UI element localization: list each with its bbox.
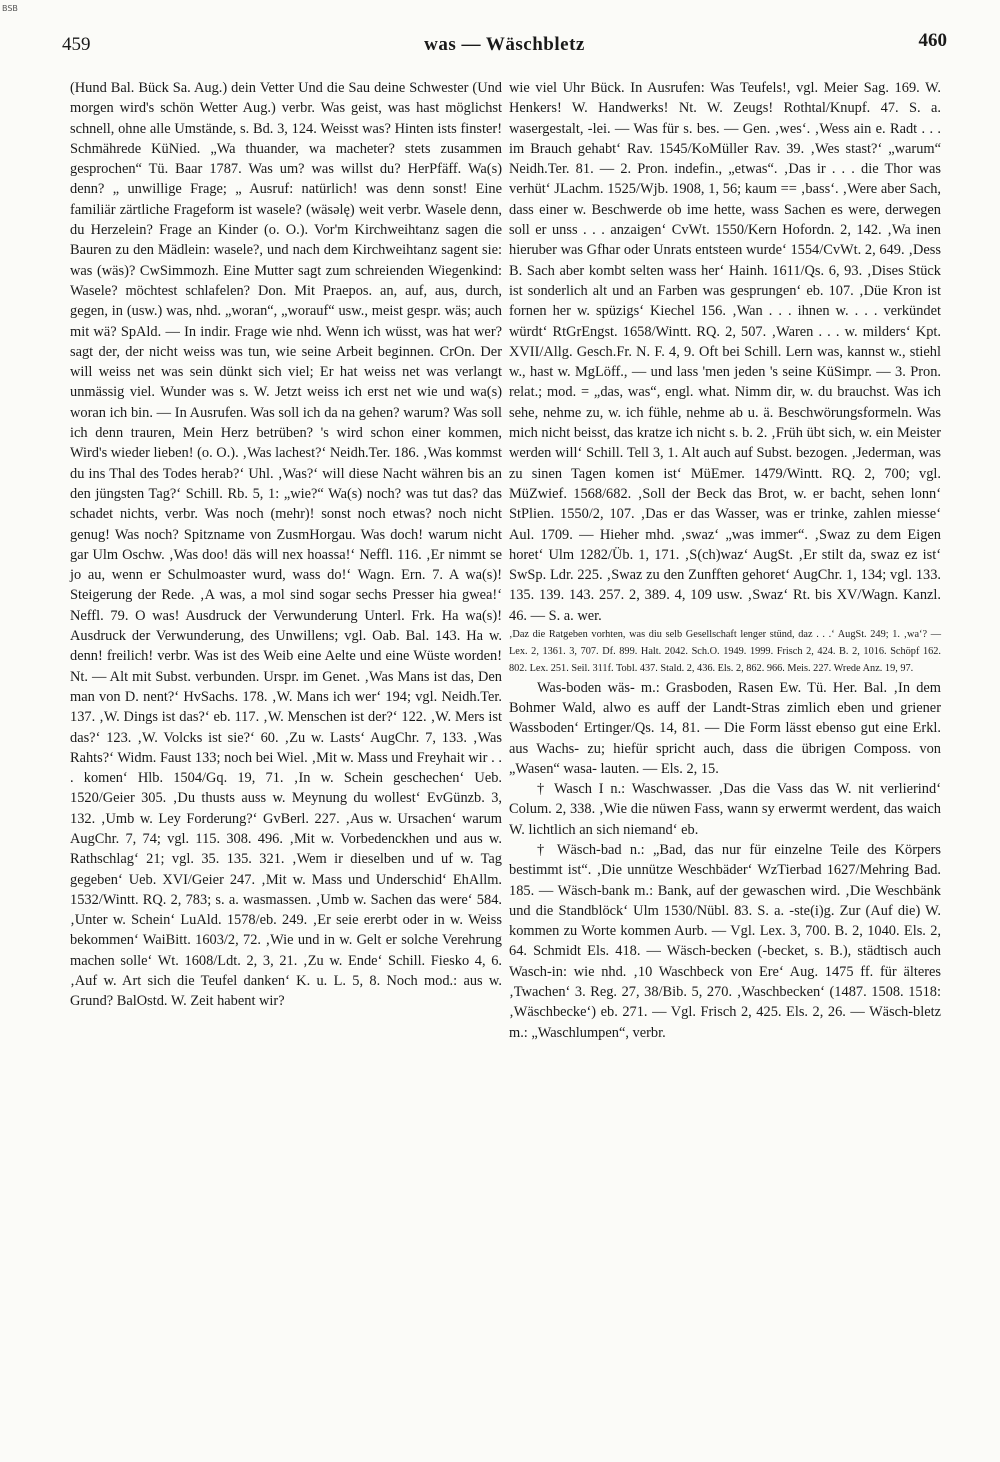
page-number-left: 459 [62, 34, 91, 55]
paragraph: ‚Daz die Ratgeben vorhten, was diu selb Gesellschaft lenger stünd, daz . . .‘ AugSt. 249; 1. ‚wa‘? — Lex. 2, 1361. 3, 707. Df. 899. Halt. 2042. Sch.O. 1949. 1999. Frisch 2, 424. B. 2, 1016. Schöpf 162. 802. Lex. 251. Seil. 311f. Tobl. 437. Stald. 2, 436. Els. 2, 862. 966. Meis. 227. Wrede Anz. 19, 97. [509, 629, 941, 675]
paragraph: wie viel Uhr Bück. In Ausrufen: Was Teufels!, vgl. Meier Sag. 169. W. Henkers! W. Handwerks! Nt. W. Zeugs! Rothtal/Knupf. 47. S. a. wasergestalt, -lei. — Was für s. bes. — Gen. ‚wes‘. ‚Wess ain e. Radt . . . im Brauch gehabt‘ Rav. 1545/KoMüller Rav. 39. ‚Wes stast?‘ „warum“ Neidh.Ter. 81. — 2. Pron. indefin., „etwas“. ‚Das ir . . . die Thor was verhüt‘ JLachm. 1525/Wjb. 1908, 1, 56; kaum == ‚bass‘. ‚Were aber Sach, dass einer w. Beschwerde ob ime hette, wass Sachen es were, derwegen soll er unss . . . anzaigen‘ CvWt. 1550/Kern Hofordn. 2, 142. ‚Wa inen hieruber was Gfhar oder Unrats entsteen wurde‘ 1554/CvWt. 2, 649. ‚Dess B. Sach aber kombt selten wass her‘ Hainh. 1611/Qs. 6, 93. ‚Dises Stück ist sonderlich alt und an Farben was gesprungen‘ eb. 107. ‚Düe Kron ist fornen her w. spüzigs‘ Kiechel 156. ‚Wan . . . ihnen w. . . . verkündet würdt‘ RtGrEngst. 1658/Wintt. RQ. 2, 507. ‚Waren . . . w. milders‘ Kpt. XVII/Allg. Gesch.Fr. N. F. 4, 9. Oft bei Schill. Lern was, kannst w., stiehl w., hast w. MgLöff., — und lass 'men jeden 's seine KüSimpr. — 3. Pron. relat.; mod. = „das, was“, engl. what. Nimm dir, w. du brauchst. Was ich sehe, nehme zu, w. ich fühle, nehme ab u. ä. Beschwörungsformeln. Was mich nicht beisst, das kratze ich nicht s. b. 2. ‚Früh übt sich, w. ein Meister werden will‘ Schill. Tell 3, 1. Alt auch auf Subst. bezogen. ‚Jederman, was zu sinen Tagen komen ist‘ MüEmer. 1479/Wintt. RQ. 2, 700; vgl. MüZwief. 1568/682. ‚Soll der Beck das Brot, w. er bacht, sehen lonn‘ StPlien. 1550/2, 107. ‚Das er das Wasser, was er trinke, zahlen miesse‘ Aul. 1709. — Hieher mhd. ‚swaz‘ „was immer“. ‚Swaz zu dem Eigen horet‘ Ulm 1282/Üb. 1, 171. ‚S(ch)waz‘ AugSt. ‚Er stilt da, swaz ez ist‘ SwSp. Ldr. 225. ‚Swaz zu den Zunfften gehoret‘ AugChr. 1, 134; vgl. 133. 135. 139. 143. 257. 2, 389. 4, 109 usw. ‚Swaz‘ Rt. bis XV/Wagn. Kanzl. 46. — S. a. wer. [509, 80, 941, 624]
left-column [70, 78, 502, 1012]
paragraph: † Wasch I n.: Waschwasser. ‚Das die Vass das W. nit verlierind‘ Colum. 2, 338. ‚Wie die nüwen Fass, wann sy erwermt werdent, das waich W. lichtlich an sich niemand‘ eb. [509, 781, 941, 838]
paragraph: † Wäsch-bad n.: „Bad, das nur für einzelne Teile des Körpers bestimmt ist“. ‚Die unnütze Weschbäder‘ WzTierbad 1627/Mehring Bad. 185. — Wäsch-bank m.: Bank, auf der gewaschen wird. ‚Die Weschbänk und die Standblöck‘ Ulm 1530/Nübl. 83. S. a. -ste(i)g. Zur (Auf die) W. kommen zu Worte kommen Aurb. — Vgl. Lex. 3, 700. B. 2, 1040. Els. 2, 64. Schmidt Els. 418. — Wäsch-becken (-becket, s. B.), städtisch auch Wasch-in: wie nhd. ‚10 Waschbeck von Ere‘ Aug. 1475 ff. für älteres ‚Twachen‘ 3. Reg. 27, 38/Bib. 5, 270. ‚Waschbecken‘ (1487. 1508. 1518: ‚Wäschbecke‘) eb. 271. — Vgl. Frisch 2, 425. Els. 2, 26. — Wäsch-bletz m.: „Waschlumpen“, verbr. [509, 842, 941, 1041]
page-header [62, 30, 947, 64]
right-column [509, 78, 941, 1043]
paragraph: (Hund Bal. Bück Sa. Aug.) dein Vetter Und die Sau deine Schwester (Und morgen wird's schön Wetter Aug.) verbr. Was geist, was hast möglichst schnell, ohne alle Umstände, s. Bd. 3, 124. Weisst was? Hinten ists finster! Schmährede KüNied. „Wa thuander, wa macheter? stets zusammen gesprochen“ Tü. Baar 1787. Was um? was willst du? HerPfäff. Wa(s) denn? „ unwillige Frage; „ Ausruf: natürlich! was denn sonst! Eine familiär zärtliche Frageform ist wasele? (wäsəlę) weit verbr. Wasele denn, du Herzelein? Frage an Kinder (o. O.). Vor'm Kirchweihtanz sagen die Bauren zu den Mädlein: wasele?, und nach dem Kirchweihtanz sagent sie: was (wäs)? CwSimmozh. Eine Mutter sagt zum schreienden Wiegenkind: Wasele? möchtest schlafelen? Don. Mit Praepos. an, auf, aus, durch, gegen, in (usw.) was, nhd. „woran“, „worauf“ usw., meist gespr. wäs; auch mit wä? SpAld. — In indir. Frage wie nhd. Wenn ich wüsst, was hat wer? sagt der, der nicht weiss was tun, wie seine Arbeit beginnen. CrOn. Der will weiss net was sein dünkt sich viel; Er hat weiss net was verlangt unmässig viel. Wunder was s. W. Jetzt weiss ich erst net wie und wa(s) woran ich bin. — In Ausrufen. Was soll ich da na gehen? warum? Was soll ich denn trauren, Mein Herz betrüben? 's wird schon einer kommen, Wird's wieder lieben! (o. O.). ‚Was lachest?‘ Neidh.Ter. 186. ‚Was kommst du ins Thal des Todes herab?‘ Uhl. ‚Was?‘ will diese Nacht währen bis an den jüngsten Tag?‘ Schill. Rb. 5, 1: „wie?“ Wa(s) noch? was tut das? das schadet nichts, verbr. Was noch (mehr)! sonst noch etwas? noch nicht genug! Was noch? Spitzname von ZusmHorgau. Was doch! warum nicht gar Ulm Oschw. ‚Was doo! däs will nex hoassa!‘ Neffl. 116. ‚Er nimmt se jo au, wenn er Schulmoaster wurd, wass do!‘ Wagn. Ern. 7. A wa(s)! Steigerung der Rede. ‚A was, a mol sind sogar sechs Presser hia gwea!‘ Neffl. 79. O was! Ausdruck der Verwunderung Unterl. Frk. Ha wa(s)! Ausdruck der Verwunderung, des Unwillens; vgl. Oab. Bal. 143. Ha w. denn! freilich! verbr. Was ist des Weib eine Aelte und eine Wüste worden! Nt. — Alt mit Subst. verbunden. Urspr. im Genet. ‚Was Mans ist das, Den man von D. nent?‘ HvSachs. 178. ‚W. Mans ich wer‘ 194; vgl. Neidh.Ter. 137. ‚W. Dings ist das?‘ eb. 117. ‚W. Menschen ist der?‘ 122. ‚W. Mers ist das?‘ 123. ‚W. Volcks ist sie?‘ 60. ‚Zu w. Lasts‘ AugChr. 7, 133. ‚Was Rahts?‘ Widm. Faust 133; noch bei Wiel. ‚Mit w. Mass und Freyhait wir . . . komen‘ Hlb. 1504/Gq. 19, 71. ‚In w. Schein geschechen‘ Ueb. 1520/Geier 305. ‚Du thusts auss w. Meynung du wollest‘ EvGünzb. 3, 132. ‚Umb w. Ley Forderung?‘ GvBerl. 227. ‚Aus w. Ursachen‘ warum AugChr. 7, 74; vgl. 115. 308. 496. ‚Mit w. Vorbedenckhen und aus w. Rathschlag‘ 21; vgl. 35. 135. 321. ‚Wem ir dieselben und uf w. Tag gegeben‘ Ueb. XVI/Geier 247. ‚Mit w. Mass und Underschid‘ EhAllm. 1532/Wintt. RQ. 2, 783; s. a. wasmassen. ‚Umb w. Sachen das were‘ 584. ‚Unter w. Schein‘ LuAld. 1578/eb. 249. ‚Er seie ererbt oder in w. Weiss bekommen‘ WaiBitt. 1603/2, 72. ‚Wie und in w. Gelt er solche Verehrung machen solle‘ Wt. 1608/Ldt. 2, 3, 21. ‚Zu w. Ende‘ Schill. Fiesko 4, 6. ‚Auf w. Art sich die Teufel danken‘ K. u. L. 5, 8. Noch mod.: aus w. Grund? BalOstd. W. Zeit habent wir? [70, 80, 502, 1010]
running-title: was — Wäschbletz [424, 34, 585, 55]
page-number-right: 460 [918, 30, 947, 51]
library-stamp: BSB [2, 4, 18, 13]
paragraph: Was-boden wäs- m.: Grasboden, Rasen Ew. Tü. Her. Bal. ‚In dem Bohmer Wald, alwo es auff der Landt-Stras zimlich eben und griener Wassboden‘ Ertinger/Qs. 14, 81. — Die Form lässt ebenso gut eine Erkl. aus Wachs- zu; hiefür spricht auch, dass die übrigen Composs. von „Wasen“ wasa- lauten. — Els. 2, 15. [509, 679, 941, 777]
